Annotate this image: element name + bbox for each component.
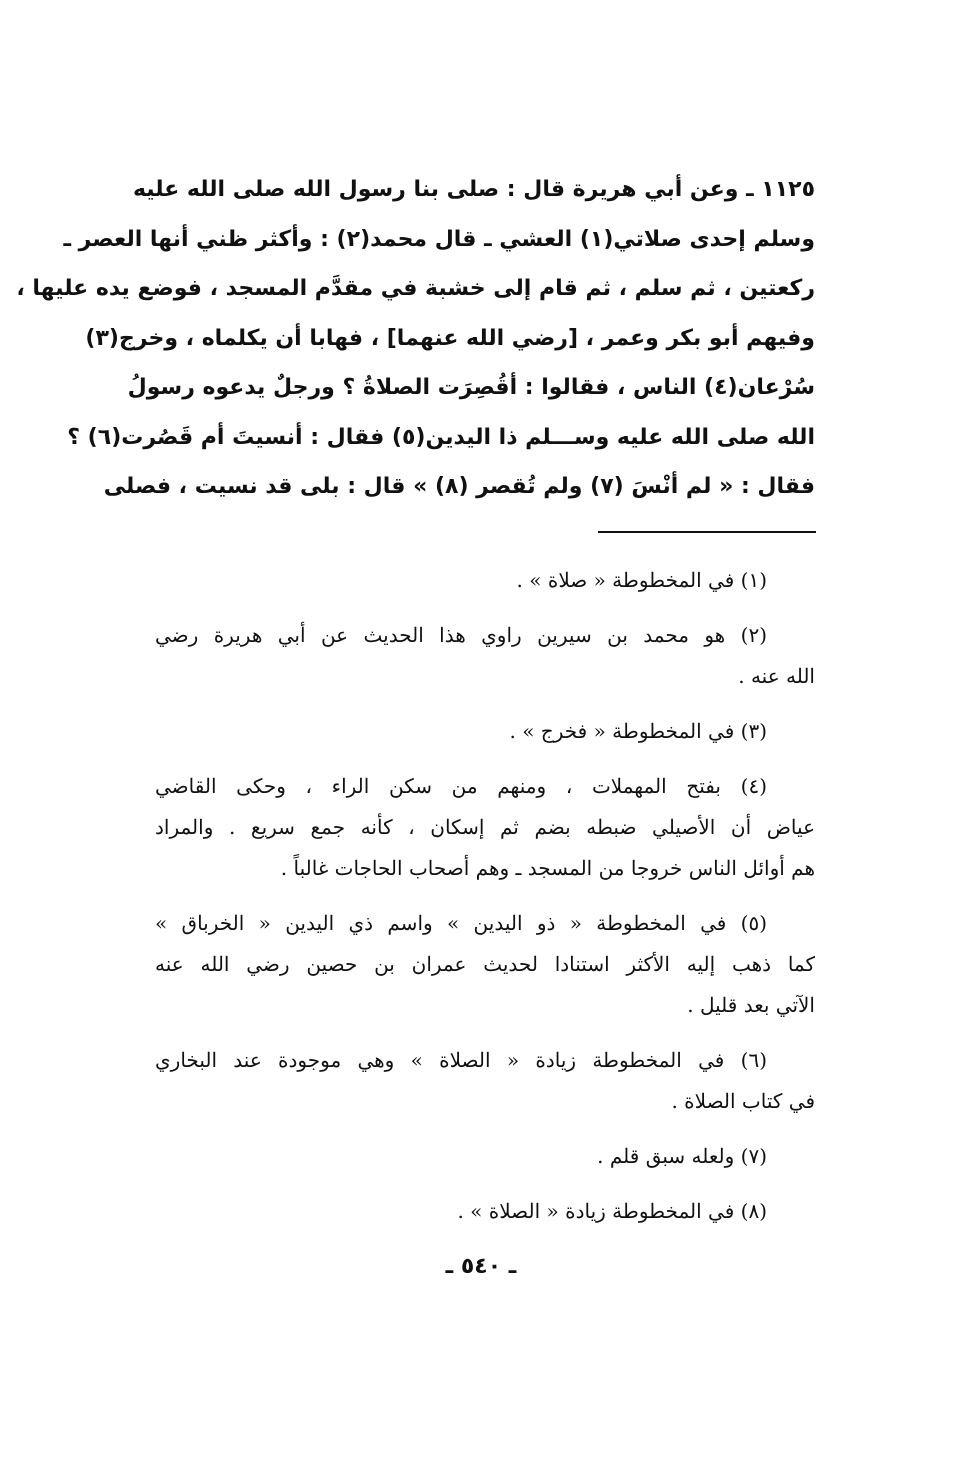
footnote [155,1191,815,1232]
footnote-line: الله عنه . [738,664,815,688]
footnote-line: (٢) هو محمد بن سيرين راوي هذا الحديث عن أبي هريرة رضي [155,623,767,647]
footnote-line: (٧) ولعله سبق قلم . [597,1144,767,1168]
footnote [155,1136,815,1177]
footnote-line: كما ذهب إليه الأكثر استنادا لحديث عمران بن حصين رضي الله عنه [155,952,815,976]
footnote-line: (٤) بفتح المهملات ، ومنهم من سكن الراء ، وحكى القاضي [155,774,767,798]
page-number: ـ ٥٤٠ ـ [445,1254,517,1279]
hadith-text [16,165,815,512]
footnote-separator [598,531,816,533]
footnote-line: (٣) في المخطوطة « فخرج » . [509,719,767,743]
footnote-line: هم أوائل الناس خروجا من المسجد ـ وهم أصحاب الحاجات غالباً . [280,856,815,880]
footnotes [155,560,815,1246]
hadith-line: الله صلى الله عليه وســـلم ذا اليدين(٥) فقال : أنسيتَ أم قَصُرت(٦) ؟ [67,424,815,450]
footnote [155,560,815,601]
footnote-line: عياض أن الأصيلي ضبطه بضم ثم إسكان ، كأنه جمع سريع . والمراد [155,815,815,839]
footnote-line: (٦) في المخطوطة زيادة « الصلاة » وهي موجودة عند البخاري [155,1048,767,1072]
hadith-line: سُرْعان(٤) الناس ، فقالوا : أقُصِرَت الصلاةُ ؟ ورجلٌ يدعوه رسولُ [127,375,815,400]
hadith-line: فقال : « لم أنْسَ (٧) ولم تُقصر (٨) » قال : بلى قد نسيت ، فصلى [103,474,815,499]
footnote [155,1040,815,1122]
hadith-line: وسلم إحدى صلاتي(١) العشي ـ قال محمد(٢) : وأكثر ظني أنها العصر ـ [63,226,815,252]
hadith-line: ١١٢٥ ـ وعن أبي هريرة قال : صلى بنا رسول الله صلى الله عليه [132,177,815,202]
footnote [155,903,815,1026]
hadith-line: وفيهم أبو بكر وعمر ، [رضي الله عنهما] ، فهابا أن يكلماه ، وخرج(٣) [85,325,815,351]
footnote [155,615,815,697]
footnote-line: في كتاب الصلاة . [671,1089,815,1113]
footnote-line: (٥) في المخطوطة « ذو اليدين » واسم ذي اليدين « الخرباق » [155,911,767,935]
hadith-line: ركعتين ، ثم سلم ، ثم قام إلى خشبة في مقدَّم المسجد ، فوضع يده عليها ، [16,276,815,301]
footnote [155,766,815,889]
footnote [155,711,815,752]
footnote-line: الآتي بعد قليل . [687,993,815,1017]
footnote-line: (١) في المخطوطة « صلاة » . [516,568,767,592]
footnote-line: (٨) في المخطوطة زيادة « الصلاة » . [457,1199,767,1223]
